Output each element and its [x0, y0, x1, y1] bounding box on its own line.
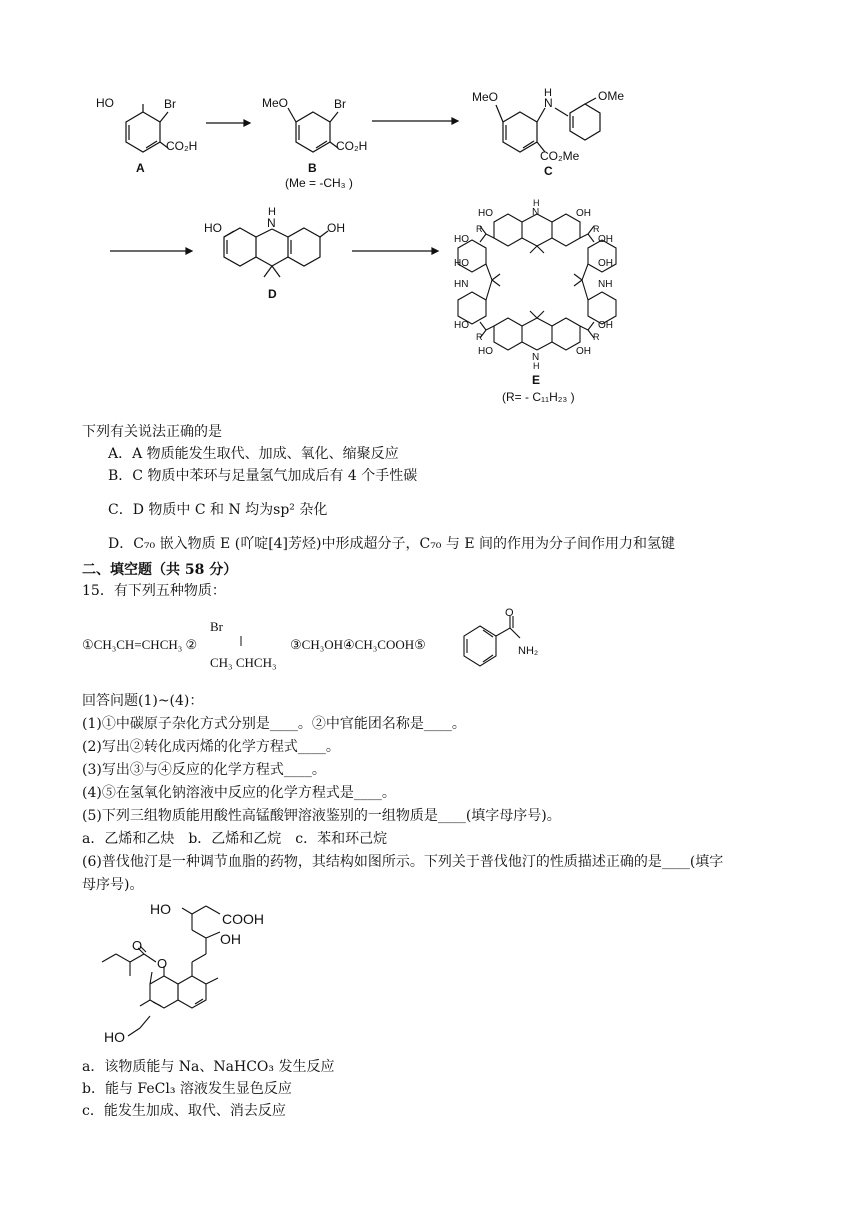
q14-option-d: D．C₇₀ 嵌入物质 E (吖啶[4]芳烃)中形成超分子，C₇₀ 与 E 间的作用为分子间作用力和氢键	[108, 536, 675, 552]
ho-label: HO	[454, 234, 469, 245]
ho-label: HO	[478, 208, 493, 219]
choice-c: c．能发生加成、取代、消去反应	[82, 1103, 286, 1119]
label-c: C	[544, 164, 553, 178]
o-label: O	[132, 938, 143, 953]
n-label: N	[267, 216, 276, 230]
q15-intro: 回答问题(1)~(4)：	[82, 693, 204, 709]
r-label: R	[476, 224, 483, 234]
arrow-2	[372, 118, 458, 124]
hn-label: HN	[454, 279, 469, 290]
q14-option-a: A．A 物质能发生取代、加成、氧化、缩聚反应	[108, 446, 399, 462]
r-label: R	[593, 332, 600, 342]
molecule-b	[262, 96, 367, 190]
ho-label: HO	[150, 901, 171, 917]
nh2-label: NH₂	[518, 645, 539, 657]
ho-label: HO	[478, 346, 493, 357]
q14-option-c: C．D 物质中 C 和 N 均为sp² 杂化	[108, 502, 328, 518]
h-label: H	[268, 206, 276, 218]
q15-item-6: (6)普伐他汀是一种调节血脂的药物，其结构如图所示。下列关于普伐他汀的性质描述正确的是____(填字	[82, 854, 724, 870]
substance-1: ①CH₃CH=CHCH₃ ②	[82, 637, 198, 652]
label-e: E	[532, 373, 541, 387]
q15-item-2: (2)写出②转化成丙烯的化学方程式____。	[82, 739, 340, 755]
h-label: H	[544, 87, 552, 99]
substance-2-br: Br	[210, 619, 223, 634]
n-label: N	[544, 96, 553, 110]
molecule-e	[454, 198, 616, 404]
label-d: D	[268, 287, 277, 301]
ho-label: HO	[96, 96, 114, 110]
oh-label: OH	[598, 320, 613, 331]
molecule-a	[96, 96, 197, 175]
section-heading: 二、填空题（共 58 分）	[82, 562, 238, 578]
r-label: R	[593, 224, 600, 234]
substance-2-chain: CH₃ CHCH₃	[210, 655, 277, 670]
co2h-label: CO₂H	[166, 139, 198, 153]
b-note: (Me = -CH₃ )	[285, 176, 353, 190]
arrow-1	[206, 120, 250, 126]
meo-label: MeO	[472, 90, 499, 104]
molecule-d	[204, 206, 345, 301]
oh-label: OH	[576, 346, 591, 357]
q15-item-6-cont: 母序号)。	[82, 877, 144, 893]
co2h-label: CO₂H	[336, 139, 368, 153]
ho-label: HO	[454, 258, 469, 269]
nh-label: NH	[598, 279, 613, 290]
br-label: Br	[334, 97, 346, 111]
oh-label: OH	[327, 221, 345, 235]
ho-label: HO	[204, 221, 222, 235]
substance-2-bond	[210, 634, 250, 648]
q15-item-4: (4)⑤在氢氧化钠溶液中反应的化学方程式是____。	[82, 785, 396, 801]
oh-label: OH	[598, 234, 613, 245]
o-label: O	[157, 956, 168, 971]
benzamide-structure	[458, 606, 568, 678]
cooh-label: COOH	[222, 911, 264, 927]
reaction-scheme	[0, 0, 860, 420]
h-label: H	[533, 198, 540, 208]
q14-stem: 下列有关说法正确的是	[82, 424, 222, 440]
ome-label: OMe	[598, 89, 625, 103]
h-label: H	[533, 361, 540, 371]
choice-b: b．能与 FeCl₃ 溶液发生显色反应	[82, 1081, 292, 1097]
n-label: N	[532, 207, 540, 218]
label-b: B	[308, 161, 317, 175]
o-label: O	[505, 607, 514, 619]
q15-item-5: (5)下列三组物质能用酸性高锰酸钾溶液鉴别的一组物质是____(填字母序号)。	[82, 808, 561, 824]
arrow-3	[110, 248, 192, 254]
q15-stem: 15．有下列五种物质：	[82, 583, 226, 599]
choice-a: a．该物质能与 Na、NaHCO₃ 发生反应	[82, 1059, 335, 1075]
oh-label: OH	[576, 208, 591, 219]
pravastatin-structure	[82, 896, 302, 1056]
meo-label: MeO	[262, 96, 289, 110]
e-note: (R= - C₁₁H₂₃ )	[502, 390, 575, 404]
arrow-4	[352, 248, 438, 254]
r-label: R	[476, 332, 483, 342]
substance-3-4: ③CH₃OH④CH₃COOH⑤	[290, 637, 426, 652]
n-label: N	[532, 352, 540, 363]
q14-option-b: B．C 物质中苯环与足量氢气加成后有 4 个手性碳	[108, 468, 418, 484]
ho-label: HO	[454, 320, 469, 331]
q15-item-1: (1)①中碳原子杂化方式分别是____。②中官能团名称是____。	[82, 716, 466, 732]
q15-item-3: (3)写出③与④反应的化学方程式____。	[82, 762, 326, 778]
co2me-label: CO₂Me	[540, 149, 580, 163]
molecule-c	[472, 87, 624, 178]
oh-label: OH	[598, 258, 613, 269]
ho-label: HO	[104, 1029, 125, 1045]
q15-item-5-options: a．乙烯和乙炔 b．乙烯和乙烷 c．苯和环己烷	[82, 831, 388, 847]
br-label: Br	[164, 97, 176, 111]
label-a: A	[136, 161, 145, 175]
oh-label: OH	[220, 931, 241, 947]
